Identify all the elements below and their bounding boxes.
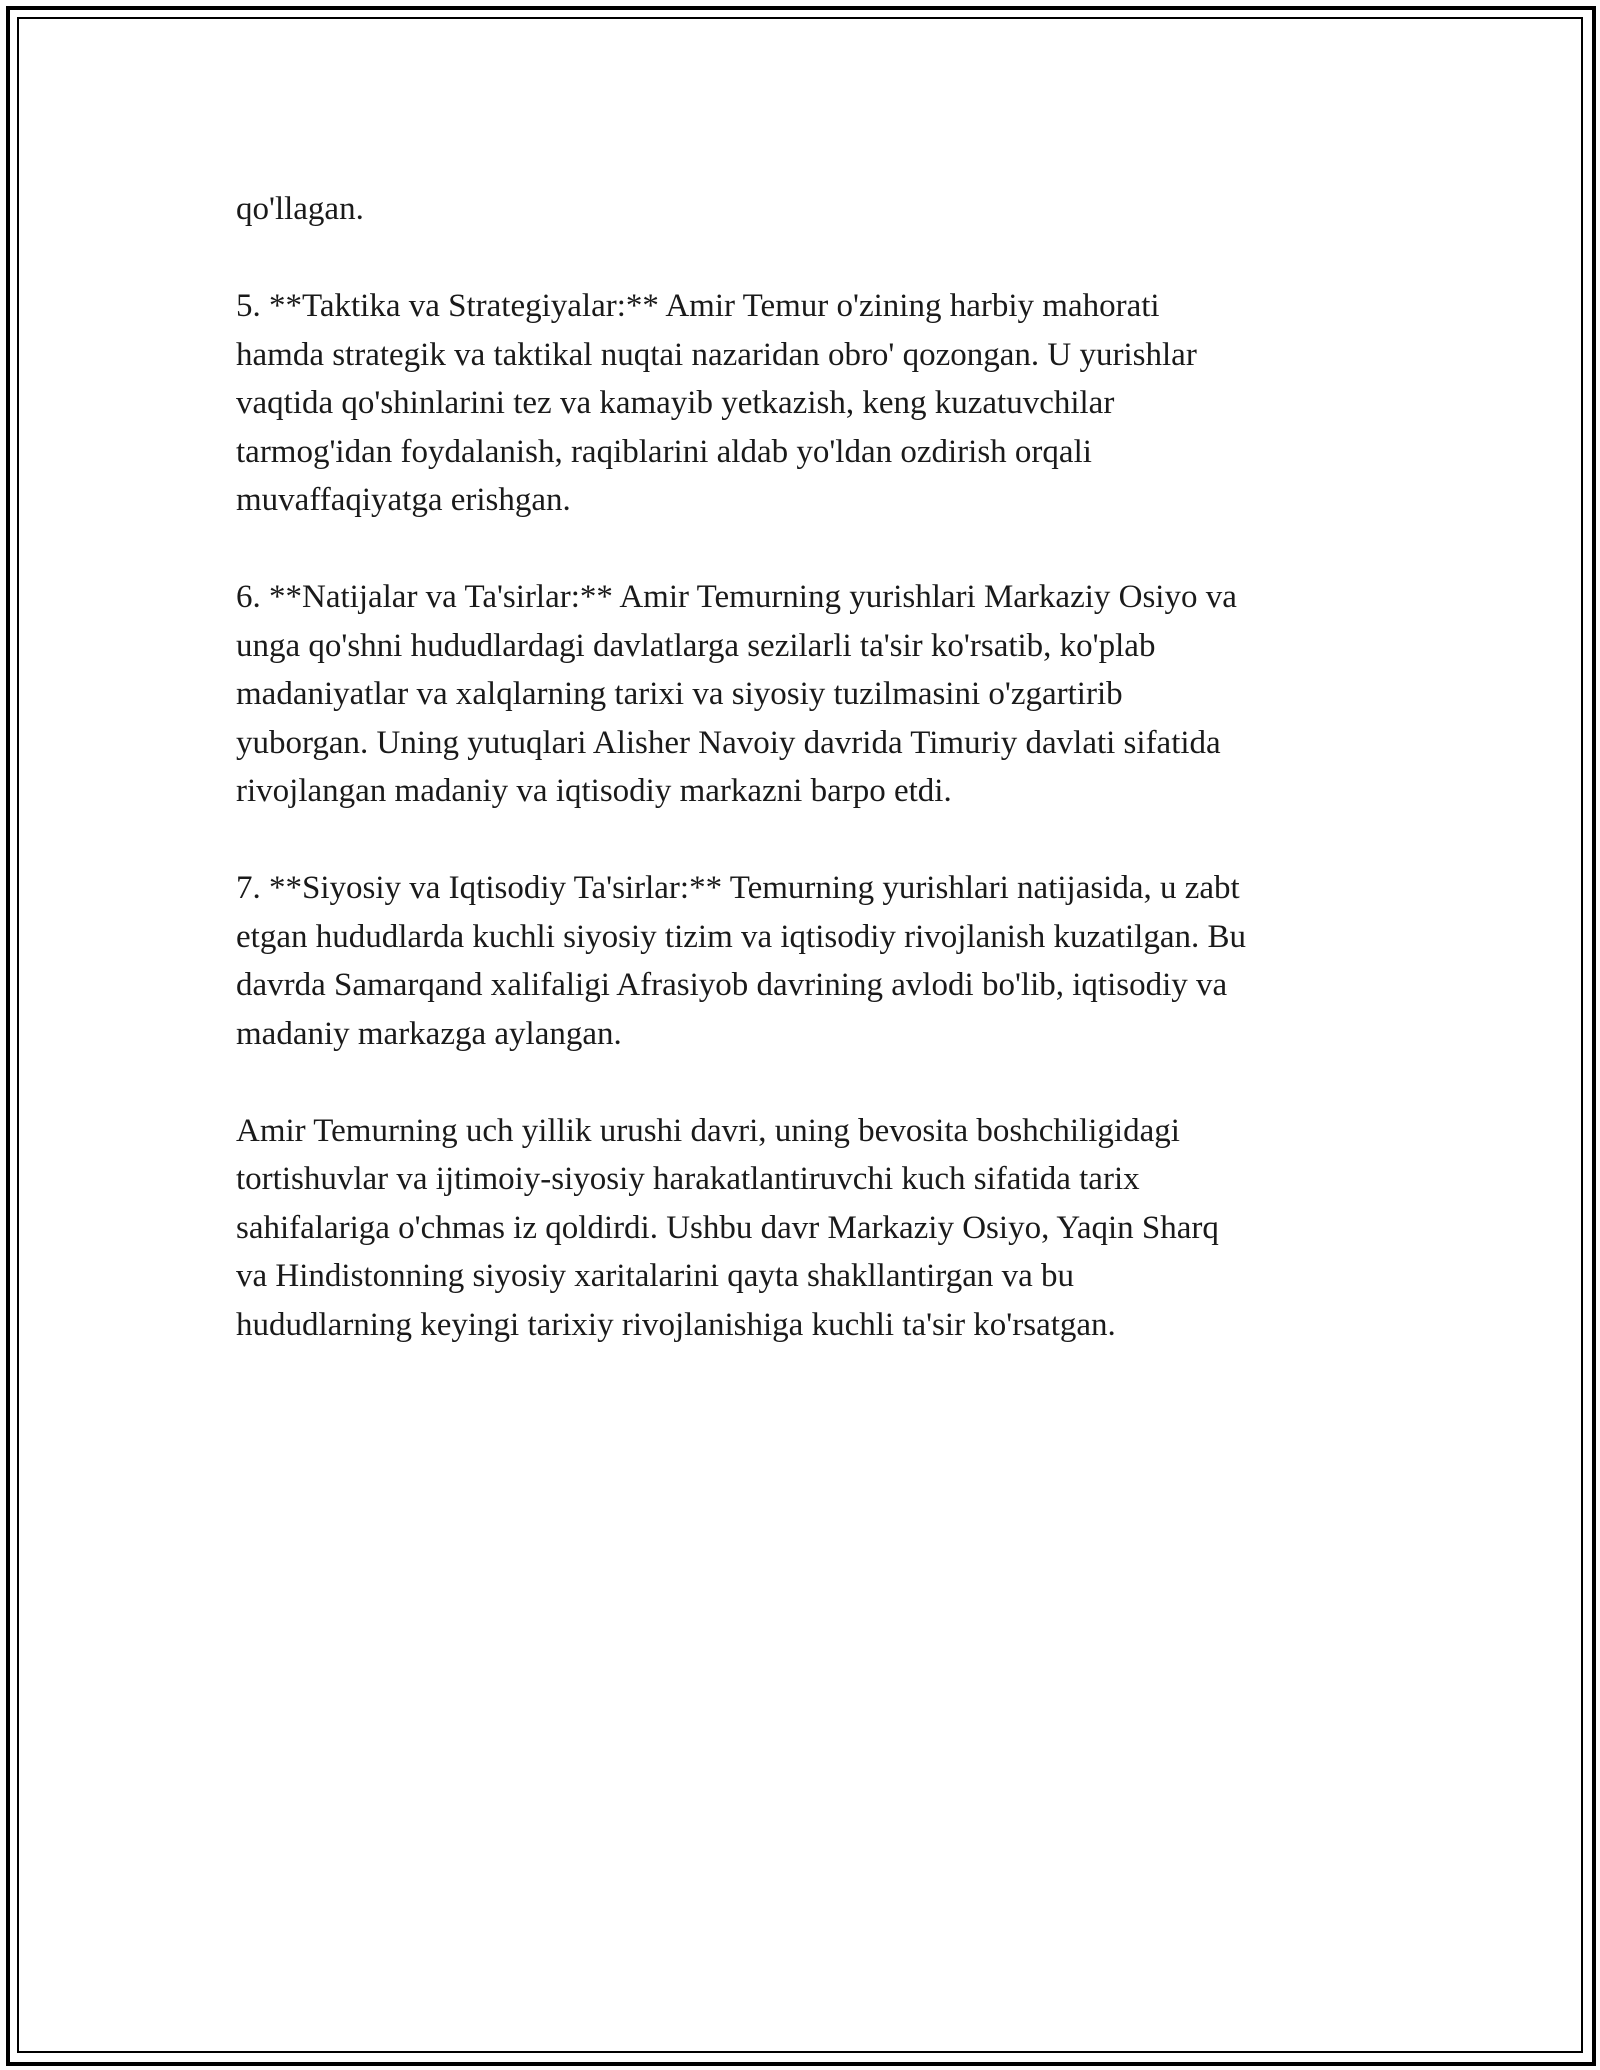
text-line: muvaffaqiyatga erishgan.	[236, 482, 571, 518]
text-line: qo'llagan.	[236, 191, 364, 227]
document-body	[236, 185, 1366, 1398]
paragraph-conclusion	[236, 1107, 1366, 1350]
text-line: yuborgan. Uning yutuqlari Alisher Navoiy davrida Timuriy davlati sifatida	[236, 724, 1221, 761]
text-line: sahifalariga o'chmas iz qoldirdi. Ushbu davr Markaziy Osiyo, Yaqin Sharq	[236, 1209, 1219, 1246]
text-line: etgan hududlarda kuchli siyosiy tizim va iqtisodiy rivojlanish kuzatilgan. Bu	[236, 918, 1247, 955]
text-line: 5. **Taktika va Strategiyalar:** Amir Temur o'zining harbiy mahorati	[236, 288, 1160, 324]
text-line: davrda Samarqand xalifaligi Afrasiyob davrining avlodi bo'lib, iqtisodiy va	[236, 967, 1228, 1003]
text-line: unga qo'shni hududlardagi davlatlarga sezilarli ta'sir ko'rsatib, ko'plab	[236, 627, 1156, 664]
text-line: vaqtida qo'shinlarini tez va kamayib yetkazish, keng kuzatuvchilar	[236, 385, 1115, 421]
text-line: Amir Temurning uch yillik urushi davri, uning bevosita boshchiligidagi	[236, 1112, 1180, 1149]
text-line: hamda strategik va taktikal nuqtai nazaridan obro' qozongan. U yurishlar	[236, 336, 1197, 373]
text-line: madaniyatlar va xalqlarning tarixi va siyosiy tuzilmasini o'zgartirib	[236, 676, 1123, 712]
text-line: 6. **Natijalar va Ta'sirlar:** Amir Temurning yurishlari Markaziy Osiyo va	[236, 579, 1237, 615]
text-line: tarmog'idan foydalanish, raqiblarini aldab yo'ldan ozdirish orqali	[236, 433, 1092, 470]
paragraph-item-6	[236, 573, 1366, 816]
text-line: va Hindistonning siyosiy xaritalarini qayta shakllantirgan va bu	[236, 1258, 1074, 1294]
text-line: rivojlangan madaniy va iqtisodiy markazni barpo etdi.	[236, 773, 952, 809]
text-line: madaniy markazga aylangan.	[236, 1015, 622, 1052]
text-line: hududlarning keyingi tarixiy rivojlanishiga kuchli ta'sir ko'rsatgan.	[236, 1306, 1116, 1343]
text-line: tortishuvlar va ijtimoiy-siyosiy harakatlantiruvchi kuch sifatida tarix	[236, 1161, 1140, 1197]
paragraph-item-7	[236, 864, 1366, 1058]
paragraph-continuation	[236, 185, 1366, 234]
text-line: 7. **Siyosiy va Iqtisodiy Ta'sirlar:** Temurning yurishlari natijasida, u zabt	[236, 870, 1240, 906]
paragraph-item-5	[236, 282, 1366, 525]
